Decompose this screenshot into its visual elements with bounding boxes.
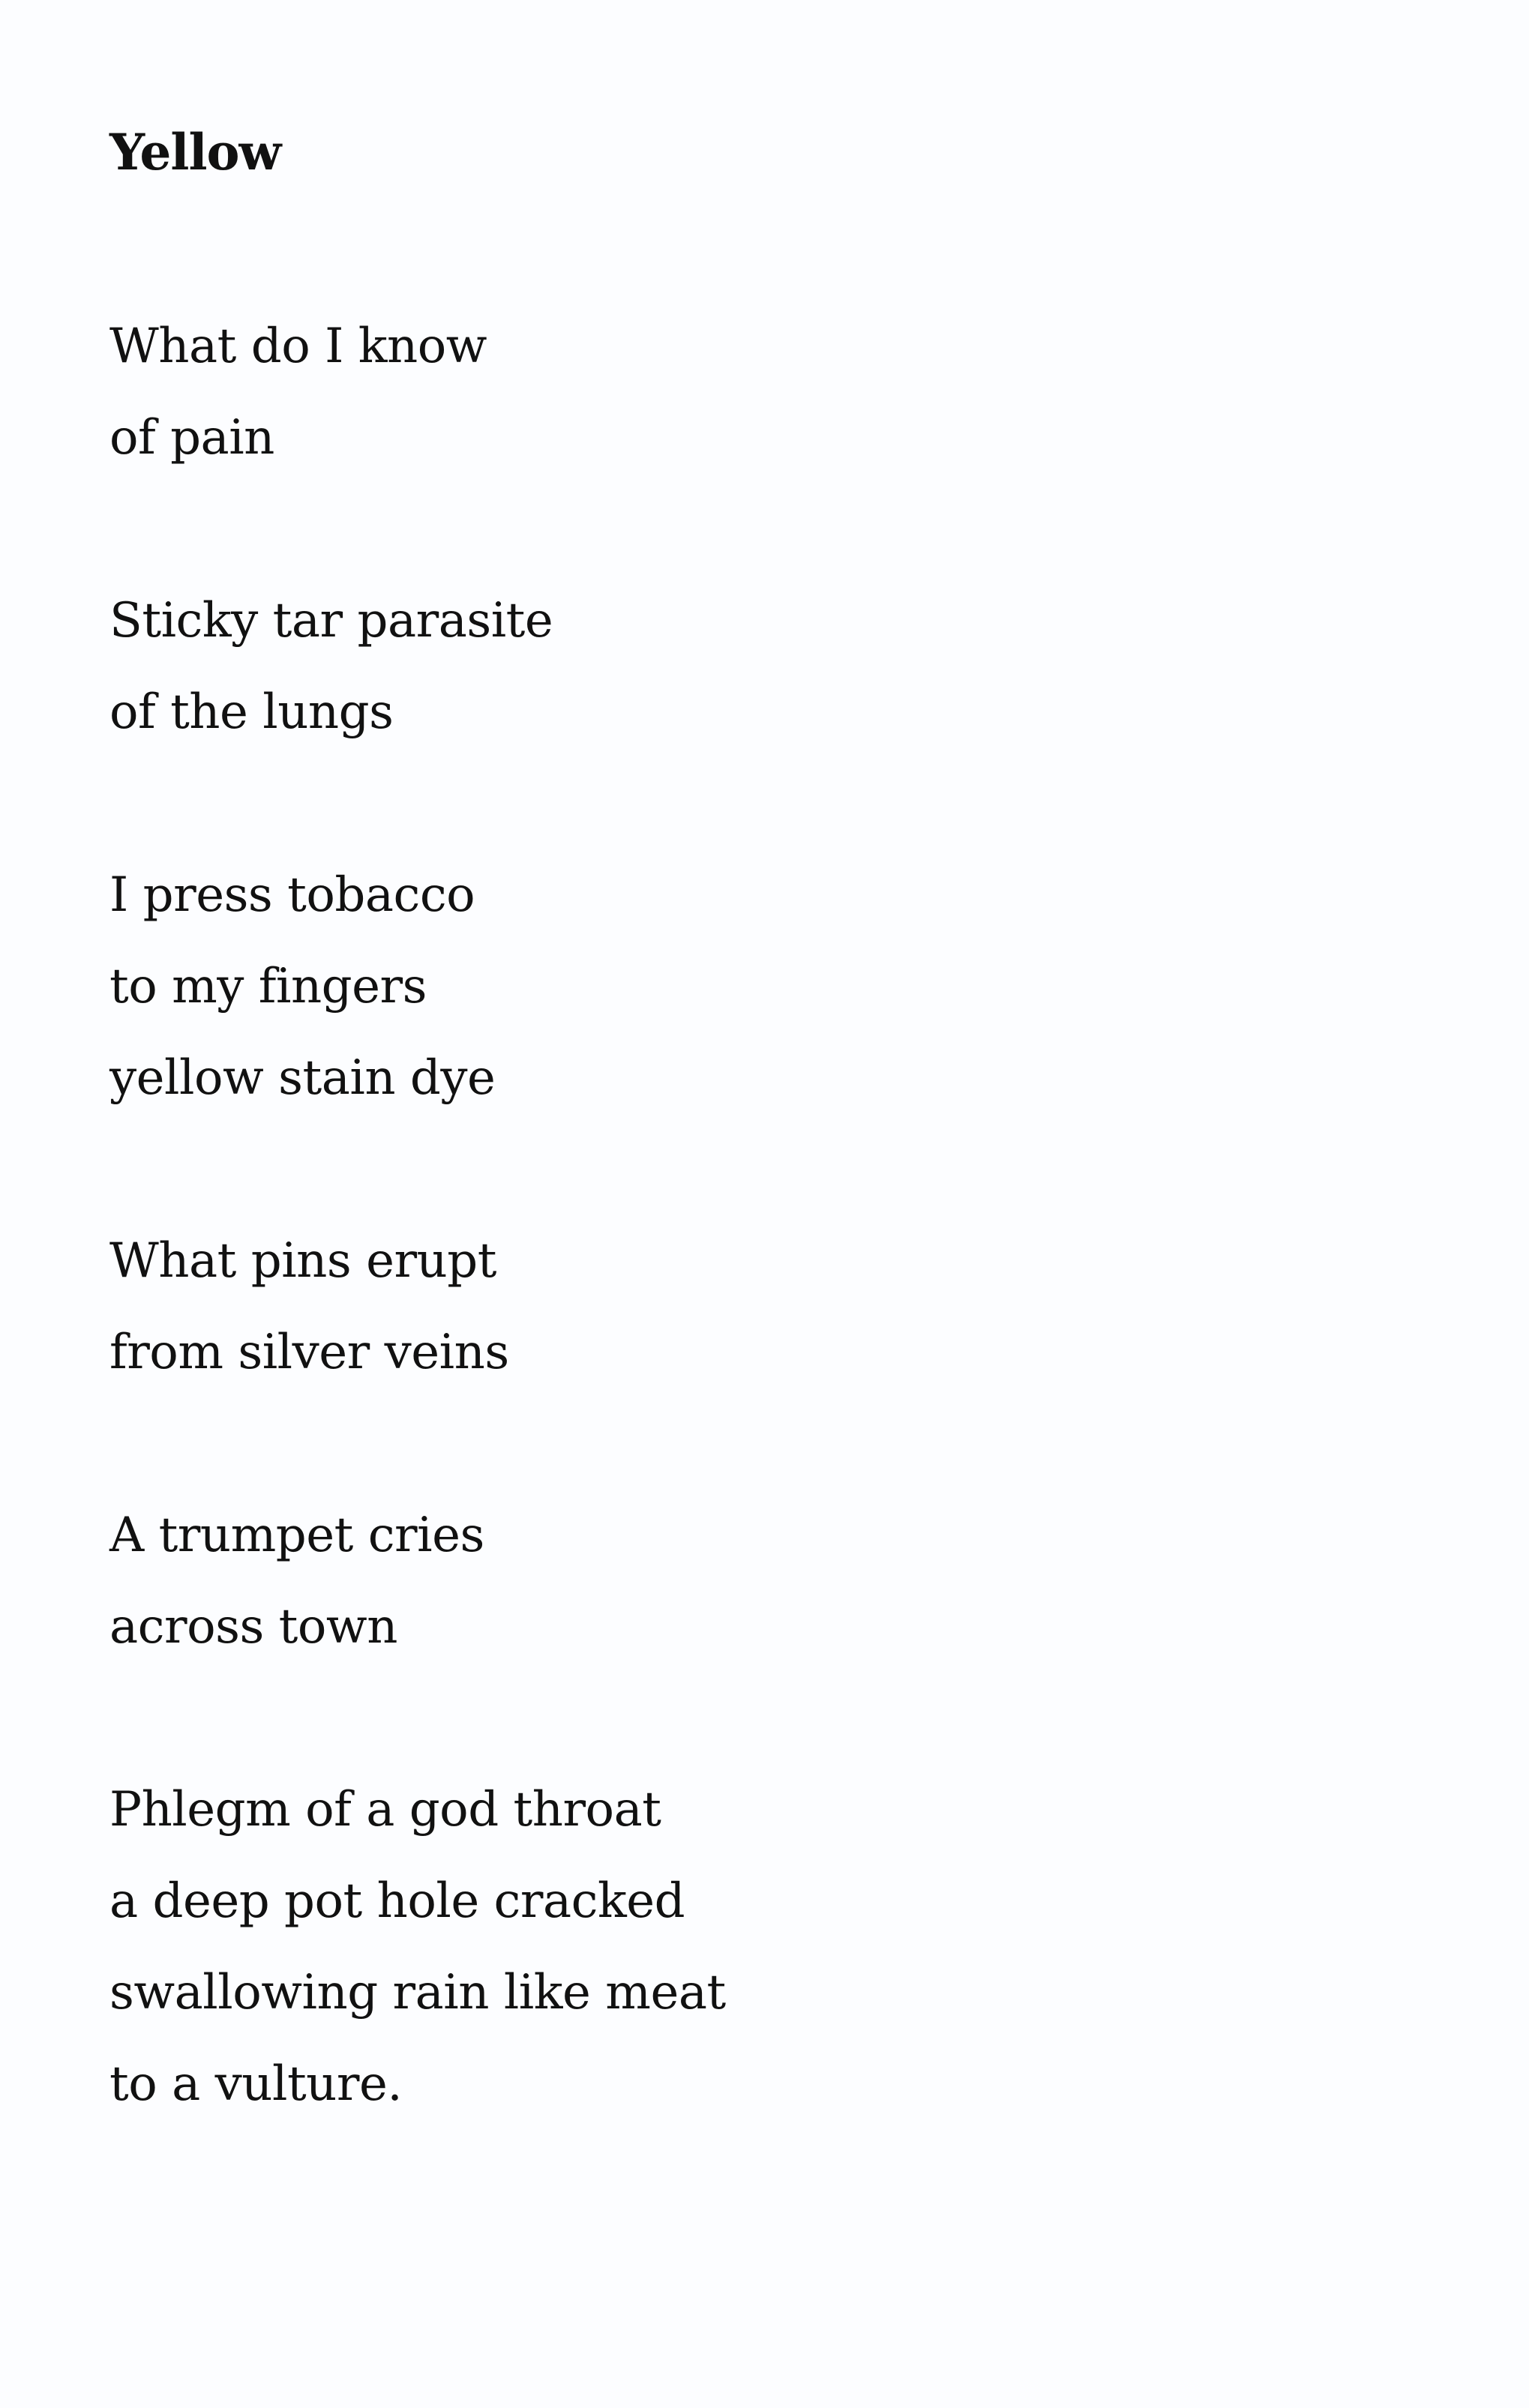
stanza-5 — [109, 1490, 1384, 1673]
poem-line: Sticky tar parasite — [109, 593, 553, 648]
stanza-2 — [109, 575, 1384, 758]
poem-title: Yellow — [109, 123, 281, 181]
poem-line: from silver veins — [109, 1325, 509, 1380]
poem-line: of the lungs — [109, 684, 394, 740]
stanza-1 — [109, 301, 1384, 484]
poem-line: of pain — [109, 410, 274, 466]
stanza-6 — [109, 1764, 1384, 2130]
title-spacing — [109, 188, 1384, 301]
poem-line: to my fingers — [109, 959, 427, 1014]
stanza-break — [109, 1124, 1384, 1215]
poem-line: What do I know — [109, 319, 487, 374]
stanza-3 — [109, 849, 1384, 1124]
poem-line: swallowing rain like meat — [109, 1965, 726, 2020]
stanza-4 — [109, 1215, 1384, 1398]
poem-line: to a vulture. — [109, 2056, 403, 2112]
poem-line: yellow stain dye — [109, 1050, 496, 1106]
poem-line: a deep pot hole cracked — [109, 1873, 685, 1929]
poem — [109, 116, 1384, 2130]
stanza-break — [109, 484, 1384, 575]
poem-line: A trumpet cries — [109, 1508, 484, 1563]
stanza-break — [109, 758, 1384, 849]
poem-line: across town — [109, 1599, 397, 1655]
stanza-break — [109, 1398, 1384, 1490]
stanza-break — [109, 1673, 1384, 1764]
poem-line: I press tobacco — [109, 867, 475, 923]
poem-line: What pins erupt — [109, 1233, 496, 1289]
poem-line: Phlegm of a god throat — [109, 1782, 661, 1837]
